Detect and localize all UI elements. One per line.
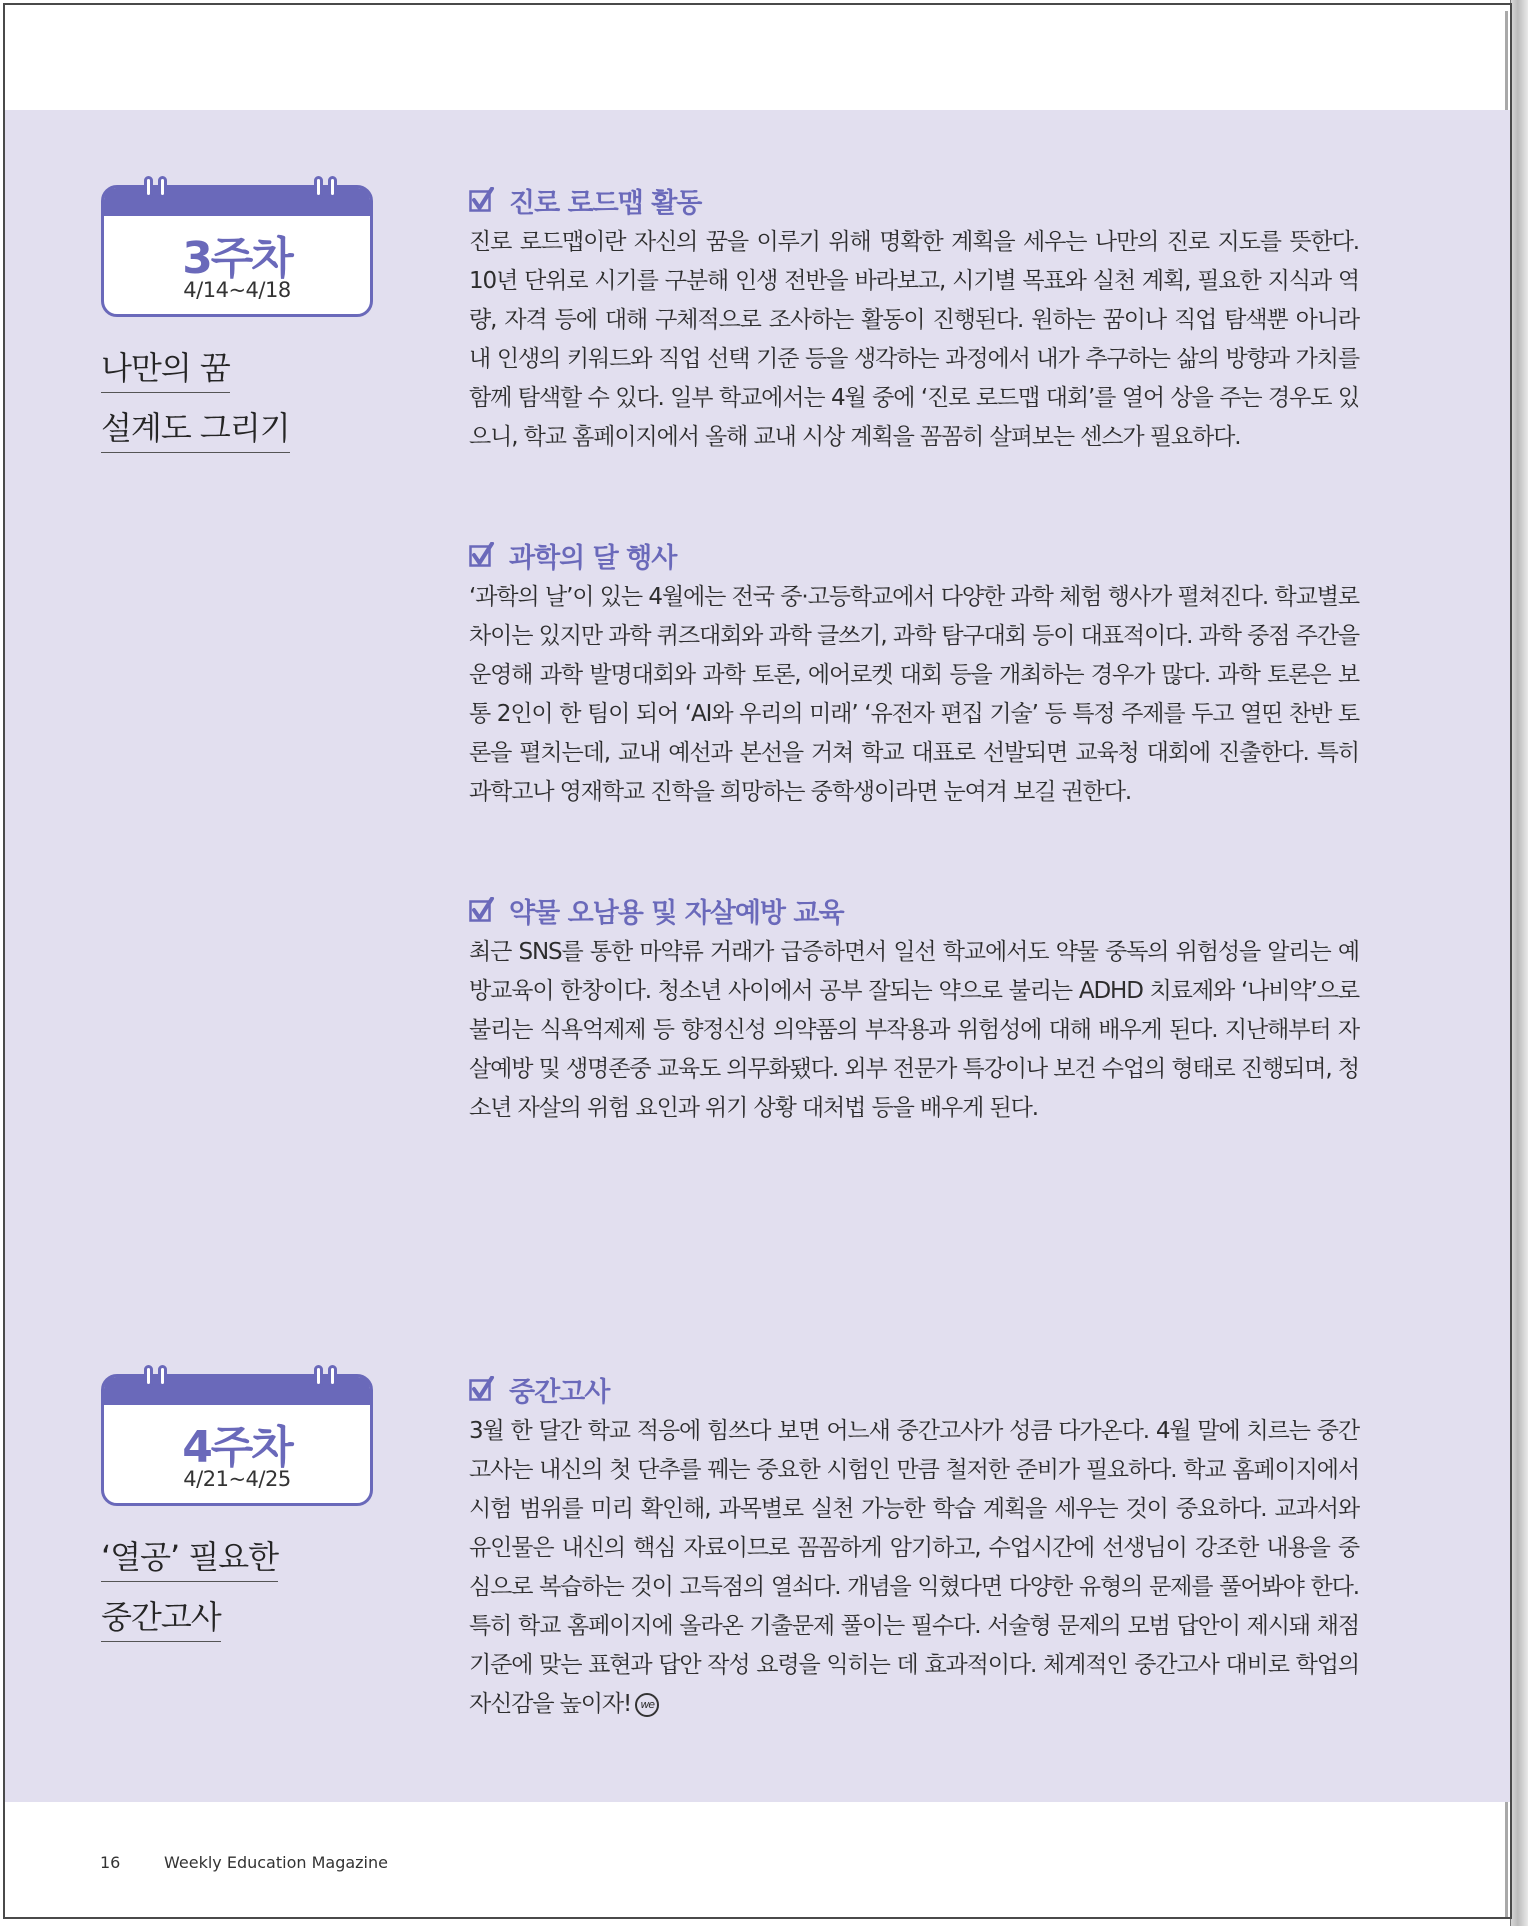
week-title-line: ‘열공’ 필요한 [101, 1532, 278, 1582]
checkbox-check-icon [469, 187, 495, 213]
date-range: 4/21~4/25 [183, 1467, 291, 1491]
calendar-ring [144, 176, 153, 198]
week3-title [101, 343, 421, 463]
checkbox-check-icon [469, 542, 495, 568]
section-heading [469, 893, 1359, 927]
page-footer [100, 1853, 388, 1872]
calendar-ring [314, 176, 323, 198]
section-body: ‘과학의 날’이 있는 4월에는 전국 중·고등학교에서 다양한 과학 체험 행사가 펼쳐진다. 학교별로 차이는 있지만 과학 퀴즈대회와 과학 글쓰기, 과학 탐구대회 등이 대표적이다. 과학 중점 주간을 운영해 과학 발명대회와 과학 토론, 에어로켓 대회 등을 개최하는 경우가 많다. 과학 토론은 보통 2인이 한 팀이 되어 ‘AI와 우리의 미래’ ‘유전자 편집 기술’ 등 특정 주제를 두고 열띤 찬반 토론을 펼치는데, 교내 예선과 본선을 거쳐 학교 대표로 선발되면 교육청 대회에 진출한다. 특히 과학고나 영재학교 진학을 희망하는 중학생이라면 눈여겨 보길 권한다. [469, 584, 1359, 805]
section-body: 최근 SNS를 통한 마약류 거래가 급증하면서 일선 학교에서도 약물 중독의 위험성을 알리는 예방교육이 한창이다. 청소년 사이에서 공부 잘되는 약으로 불리는 ADHD 치료제와 ‘나비약’으로 불리는 식욕억제제 등 향정신성 의약품의 부작용과 위험성에 대해 배우게 된다. 지난해부터 자살예방 및 생명존중 교육도 의무화됐다. 외부 전문가 특강이나 보건 수업의 형태로 진행되며, 청소년 자살의 위험 요인과 위기 상황 대처법 등을 배우게 된다. [469, 939, 1359, 1121]
section-body [469, 1412, 1359, 1724]
checkbox-check-icon [469, 1376, 495, 1402]
section-midterm-exam [469, 1372, 1359, 1724]
calendar-ring [314, 1365, 323, 1387]
week4-calendar-icon [101, 1374, 373, 1506]
section-title: 과학의 달 행사 [509, 542, 677, 574]
date-range: 4/14~4/18 [183, 278, 291, 302]
magazine-spine [1510, 0, 1528, 1926]
section-heading [469, 183, 1359, 217]
section-drug-suicide-prevention [469, 893, 1359, 1128]
calendar-ring [158, 1365, 167, 1387]
section-body: 진로 로드맵이란 자신의 꿈을 이루기 위해 명확한 계획을 세우는 나만의 진로 지도를 뜻한다. 10년 단위로 시기를 구분해 인생 전반을 바라보고, 시기별 목표와 실천 계획, 필요한 지식과 역량, 자격 등에 대해 구체적으로 조사하는 활동이 진행된다. 원하는 꿈이나 직업 탐색뿐 아니라 내 인생의 키워드와 직업 선택 기준 등을 생각하는 과정에서 내가 추구하는 삶의 방향과 가치를 함께 탐색할 수 있다. 일부 학교에서는 4월 중에 ‘진로 로드맵 대회’를 열어 상을 주는 경우도 있으니, 학교 홈페이지에서 올해 교내 시상 계획을 꼼꼼히 살펴보는 센스가 필요하다. [469, 229, 1359, 450]
week4-title [101, 1532, 421, 1652]
section-title: 중간고사 [509, 1376, 610, 1408]
section-career-roadmap [469, 183, 1359, 457]
calendar-ring [328, 176, 337, 198]
section-science-month [469, 538, 1359, 812]
page-number: 16 [100, 1853, 121, 1872]
section-title: 약물 오남용 및 자살예방 교육 [509, 897, 844, 929]
week-label: 4주차 [182, 1422, 292, 1473]
section-title: 진로 로드맵 활동 [509, 187, 702, 219]
week-title-line: 설계도 그리기 [101, 403, 290, 453]
checkbox-check-icon [469, 897, 495, 923]
week-title-line: 중간고사 [101, 1592, 221, 1642]
calendar-ring [328, 1365, 337, 1387]
week-label: 3주차 [182, 233, 292, 284]
section-heading [469, 538, 1359, 572]
week3-calendar-icon [101, 185, 373, 317]
section-heading [469, 1372, 1359, 1406]
magazine-name: Weekly Education Magazine [164, 1853, 388, 1872]
calendar-ring [158, 176, 167, 198]
week-title-line: 나만의 꿈 [101, 343, 230, 393]
calendar-ring [144, 1365, 153, 1387]
we-logo-icon: we [635, 1693, 659, 1717]
section-body-text: 3월 한 달간 학교 적응에 힘쓰다 보면 어느새 중간고사가 성큼 다가온다. 4월 말에 치르는 중간고사는 내신의 첫 단추를 꿰는 중요한 시험인 만큼 철저한 준비가 필요하다. 학교 홈페이지에서 시험 범위를 미리 확인해, 과목별로 실천 가능한 학습 계획을 세우는 것이 중요하다. 교과서와 유인물은 내신의 핵심 자료이므로 꼼꼼하게 암기하고, 수업시간에 선생님이 강조한 내용을 중심으로 복습하는 것이 고득점의 열쇠다. 개념을 익혔다면 다양한 유형의 문제를 풀어봐야 한다. 특히 학교 홈페이지에 올라온 기출문제 풀이는 필수다. 서술형 문제의 모범 답안이 제시돼 채점 기준에 맞는 표현과 답안 작성 요령을 익히는 데 효과적이다. 체계적인 중간고사 대비로 학업의 자신감을 높이자! [469, 1418, 1359, 1717]
magazine-page [3, 3, 1512, 1919]
